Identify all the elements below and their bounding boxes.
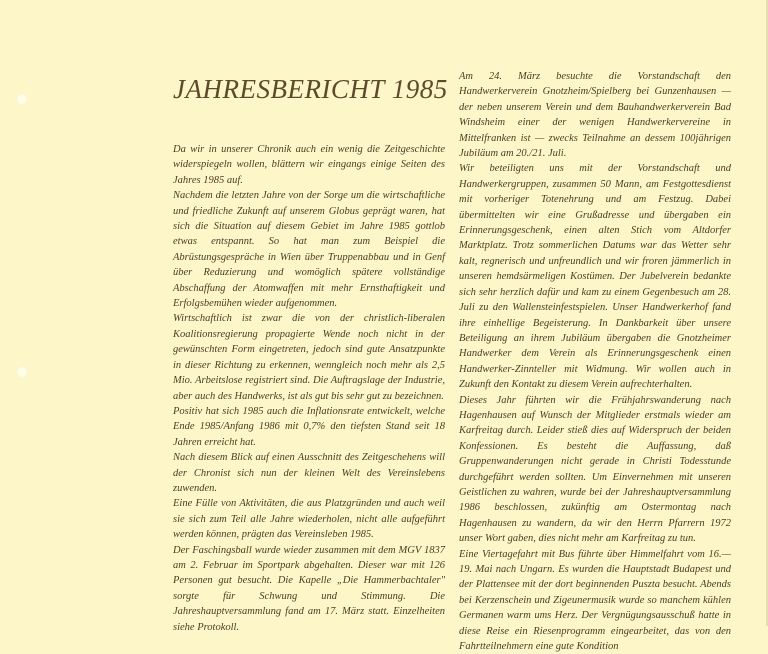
paragraph: Eine Fülle von Aktivitäten, die aus Platzgründen und auch weil sie sich zum Teil alle Jahre wiederholen, nicht alle aufgeführt werden können, prägten das Vereinsleben 1985. xyxy=(173,498,445,541)
punch-hole-bottom xyxy=(16,366,28,378)
paragraph: Da wir in unserer Chronik auch ein wenig die Zeitgeschichte widerspiegeln wollen, blättern wir eingangs einige Seiten des Jahres 1985 auf. xyxy=(173,144,445,186)
paragraph: Am 24. März besuchte die Vorstandschaft den Handwerkerverein Gnotzheim/Spielberg bei Gunzenhausen — der neben unserem Verein und dem Bauhandwerkerverein Bad Windsheim einer der wenigen Handwerkervereine in Mittelfranken ist — zwecks Teilnahme an dessem 100jährigen Jubiläum am 20./21. Juli. xyxy=(459,71,731,160)
left-column xyxy=(173,142,445,635)
paragraph: Eine Viertagefahrt mit Bus führte über Himmelfahrt vom 16.—19. Mai nach Ungarn. Es wurden die Hauptstadt Budapest und der Plattensee mit der dort beginnenden Puszta besucht. Abends bei Kerzenschein und Zigeunermusik wurde so manchem kühlen Germanen warm ums Herz. Der Vergnügungsausschuß hatte in diese Reise ein Riesenprogramm eingearbeitet, das von den Fahrtteilnehmern eine gute Kondition xyxy=(459,548,731,653)
paragraph: Nach diesem Blick auf einen Ausschnitt des Zeitgeschehens will der Chronist sich nun der kleinen Welt des Vereinslebens zuwenden. xyxy=(173,452,445,494)
paragraph: Nachdem die letzten Jahre von der Sorge um die wirtschaftliche und friedliche Zukunft auf unserem Globus geprägt waren, hat sich die Situation auf diesem Gebiet im Jahre 1985 gottlob etwas entspannt. So hat man zum Beispiel die Abrüstungsgespräche in Wien über Truppenabbau und in Genf über Reduzierung und womöglich spätere vollständige Abschaffung der Atomwaffen mit mehr Ernsthaftigkeit und Erfolgsbemühen wieder aufgenommen. xyxy=(173,190,445,310)
paragraph: Der Faschingsball wurde wieder zusammen mit dem MGV 1837 am 2. Februar im Sportpark abgehalten. Dieser war mit 126 Personen gut besucht. Die Kapelle „Die Hammerbachtaler" sorgte für Schwung und Stimmung. Die Jahreshauptversammlung fand am 17. März statt. Einzelheiten siehe Protokoll. xyxy=(173,544,445,633)
paragraph: Dieses Jahr führten wir die Frühjahrswanderung nach Hagenhausen auf Wunsch der Mitglieder erstmals wieder am Karfreitag durch. Leider stieß dies auf Widerspruch der beiden Konfessionen. Es besteht die Auffassung, daß Gruppenwanderungen nicht gerade in Christi Todesstunde durchgeführt werden sollten. Um Einvernehmen mit unseren Geistlichen zu wahren, wurde bei der Jahreshauptversammlung 1986 beschlossen, zukünftig am Ostermontag nach Hagenhausen zu wandern, da wir den Herrn Pfarrern 1972 unser Wort gaben, dies nicht mehr am Karfreitag zu tun. xyxy=(459,394,731,545)
paragraph: Wirtschaftlich ist zwar die von der christlich-liberalen Koalitionsregierung propagierte Wende noch nicht in der gewünschten Form eingetreten, jedoch sind gute Ansatzpunkte in dieser Richtung zu erkennen, wenngleich noch mehr als 2,5 Mio. Arbeitslose registriert sind. Die Auftragslage der Industrie, aber auch des Handwerks, ist als gut bis sehr gut zu bezeichnen. xyxy=(173,313,445,402)
paragraph: Wir beteiligten uns mit der Vorstandschaft und Handwerkergruppen, zusammen 50 Mann, am Festgottesdienst mit vorheriger Totenehrung und am Festzug. Dabei übermittelten wir eine Grußadresse und übergaben ein Erinnerungsgeschenk, einen alten Stich vom Altdorfer Marktplatz. Trotz sommerlichen Datums war das Wetter sehr kalt, regnerisch und unfreundlich und wir froren jämmerlich in unseren hemdsärmeligen Kostümen. Der Jubelverein bedankte sich sehr herzlich dafür und kam zu einem Gegenbesuch am 28. Juli zu den Wallensteinfestspielen. Unser Handwerkerhof fand ihre einhellige Begeisterung. In Dankbarkeit über unsere Beteiligung an ihrem Jubiläum übergaben die Gnotzheimer Handwerker dem Verein als Erinnerungsgeschenk einen Handwerker-Zinnteller mit Widmung. Wir wollen auch in Zukunft den Kontakt zu diesem Verein aufrechterhalten. xyxy=(459,163,731,391)
punch-hole-top xyxy=(16,93,28,105)
page-title: JAHRESBERICHT 1985 xyxy=(173,74,448,104)
paragraph: Positiv hat sich 1985 auch die Inflationsrate entwickelt, welche Ende 1985/Anfang 1986 mit 0,7% den tiefsten Stand seit 18 Jahren erreicht hat. xyxy=(173,405,445,448)
right-column xyxy=(459,69,731,654)
